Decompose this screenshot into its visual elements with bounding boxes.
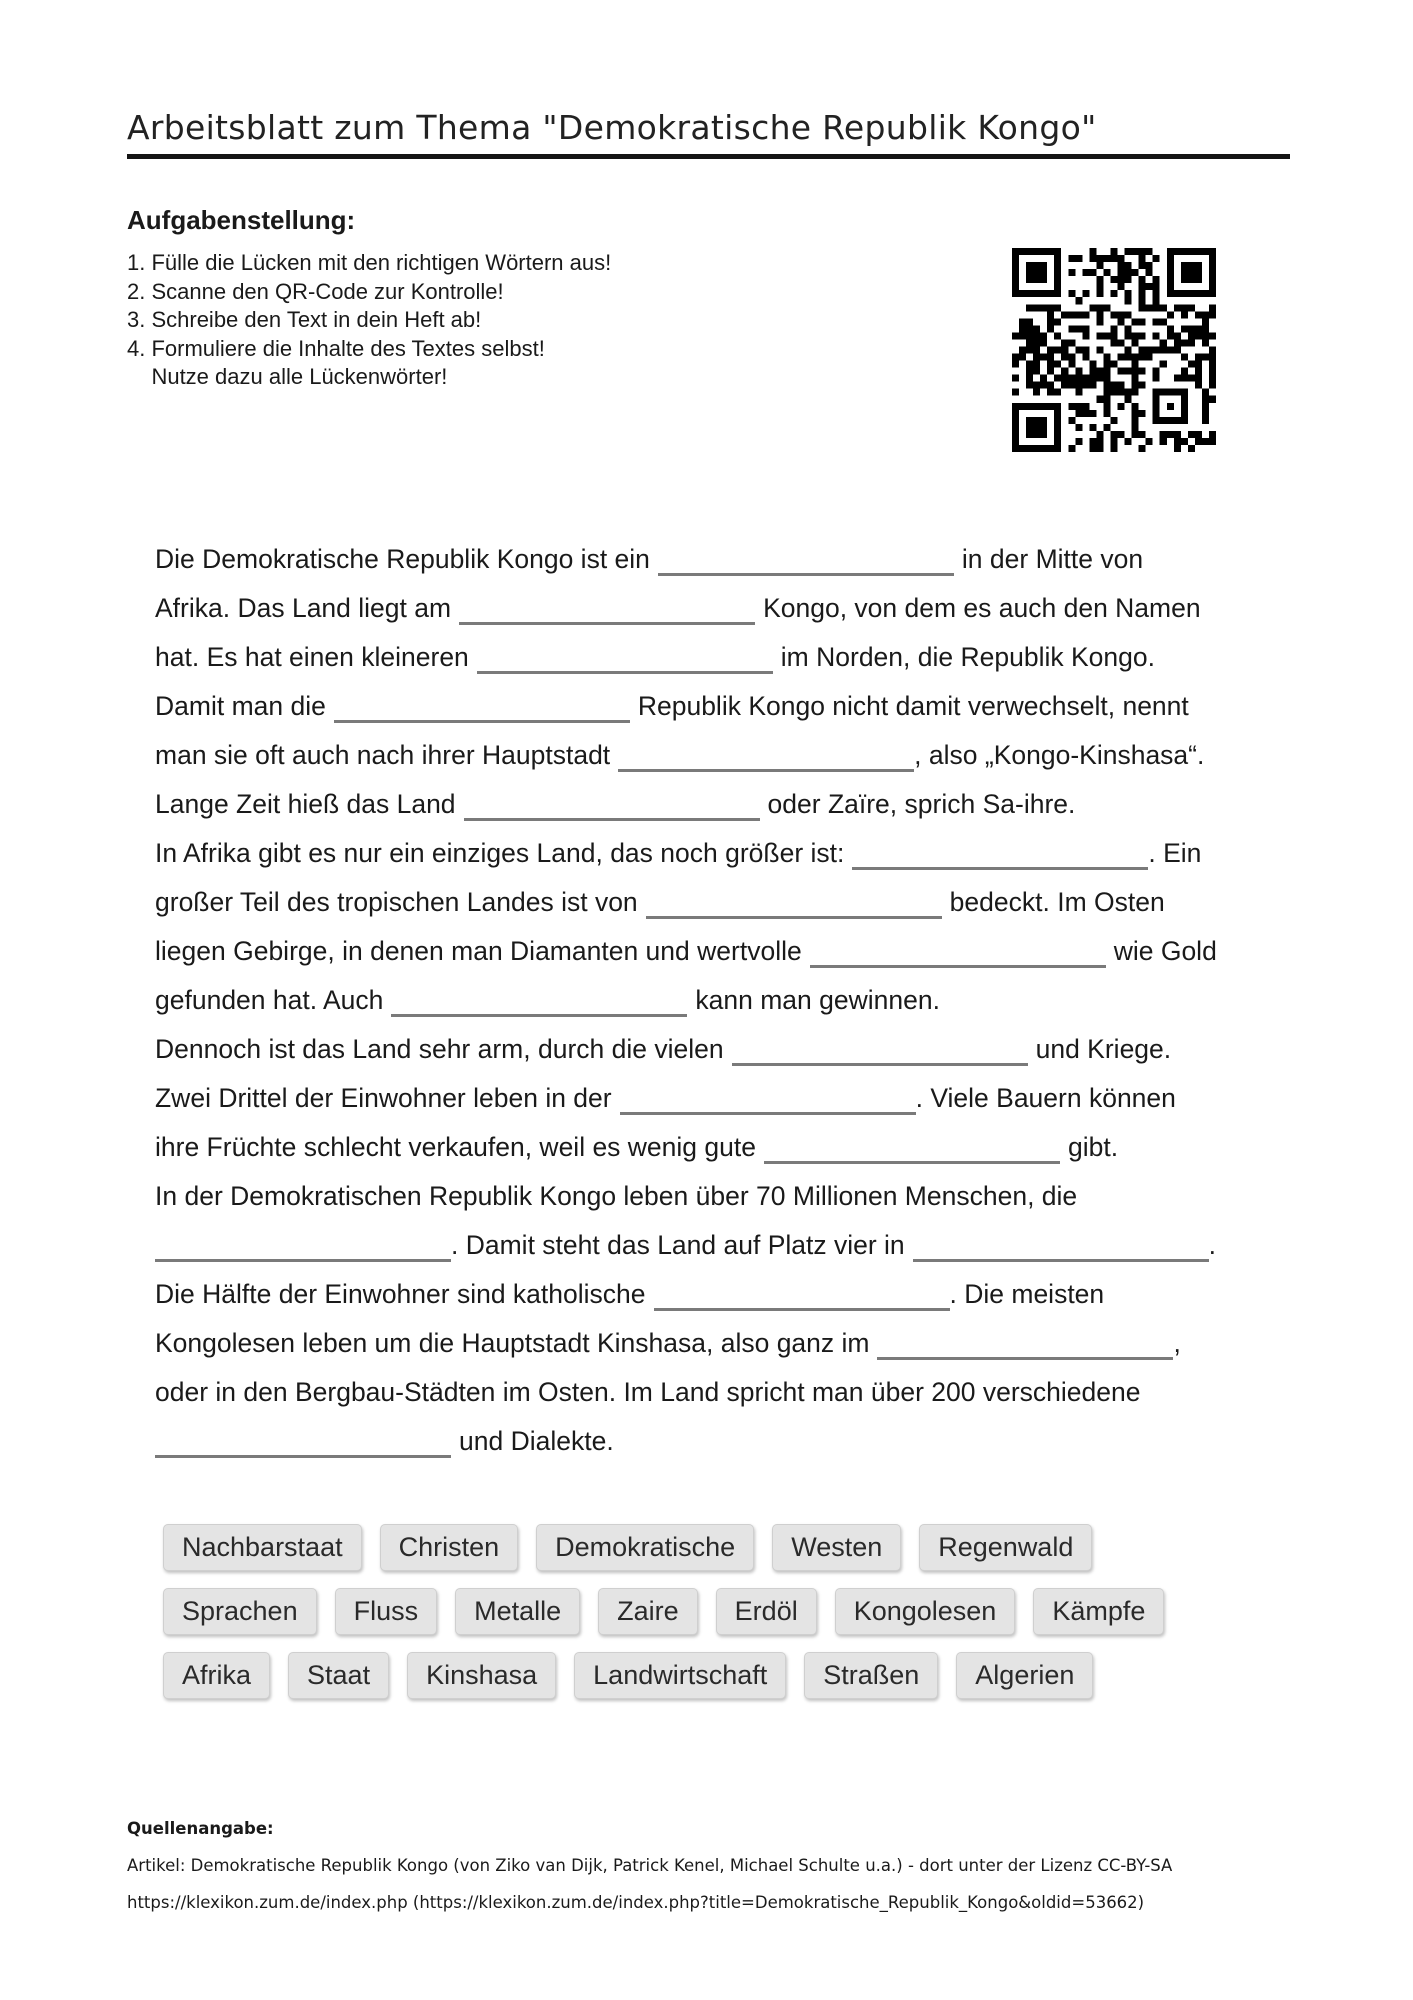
cloze-line: und Dialekte. [155, 1417, 1285, 1466]
word-chip[interactable]: Sprachen [163, 1588, 317, 1635]
answer-blank[interactable] [877, 1327, 1173, 1360]
word-chip[interactable]: Kongolesen [835, 1588, 1016, 1635]
word-chip[interactable]: Regenwald [919, 1524, 1092, 1571]
word-chip[interactable]: Metalle [455, 1588, 580, 1635]
word-bank-row [163, 1588, 1203, 1635]
answer-blank[interactable] [654, 1278, 950, 1311]
word-chip[interactable]: Landwirtschaft [574, 1652, 786, 1699]
title-underline [127, 154, 1290, 159]
answer-blank[interactable] [477, 641, 773, 674]
task-item: 2. Scanne den QR-Code zur Kontrolle! [127, 278, 504, 304]
word-chip[interactable]: Straßen [804, 1652, 938, 1699]
word-chip[interactable]: Zaire [598, 1588, 698, 1635]
answer-blank[interactable] [155, 1425, 451, 1458]
task-item: 4. Formuliere die Inhalte des Textes selbst! [127, 335, 545, 361]
word-bank [163, 1524, 1203, 1716]
word-bank-row [163, 1524, 1203, 1571]
word-chip[interactable]: Westen [772, 1524, 901, 1571]
word-chip[interactable]: Christen [380, 1524, 519, 1571]
cloze-line: Die Demokratische Republik Kongo ist ein in der Mitte von [155, 544, 1144, 574]
answer-blank[interactable] [658, 543, 954, 576]
word-chip[interactable]: Fluss [335, 1588, 438, 1635]
word-chip[interactable]: Algerien [956, 1652, 1093, 1699]
cloze-line: Kongolesen leben um die Hauptstadt Kinshasa, also ganz im , [155, 1328, 1181, 1358]
source-url[interactable]: https://klexikon.zum.de/index.php (https://klexikon.zum.de/index.php?title=Demokratische_Republik_Kongo&oldid=53662) [127, 1893, 1145, 1912]
cloze-line: man sie oft auch nach ihrer Hauptstadt , also „Kongo-Kinshasa“. [155, 740, 1205, 770]
cloze-line: Lange Zeit hieß das Land oder Zaïre, sprich Sa-ihre. [155, 789, 1076, 819]
source-article: Artikel: Demokratische Republik Kongo (von Ziko van Dijk, Patrick Kenel, Michael Schulte u.a.) - dort unter der Lizenz CC-BY-SA [127, 1856, 1173, 1875]
cloze-line: Die Hälfte der Einwohner sind katholische . Die meisten [155, 1279, 1105, 1309]
cloze-line: liegen Gebirge, in denen man Diamanten und wertvolle wie Gold [155, 936, 1217, 966]
word-chip[interactable]: Erdöl [716, 1588, 817, 1635]
answer-blank[interactable] [646, 886, 942, 919]
qr-code [1012, 248, 1216, 452]
answer-blank[interactable] [155, 1229, 451, 1262]
cloze-line: ihre Früchte schlecht verkaufen, weil es wenig gute gibt. [155, 1132, 1119, 1162]
word-chip[interactable]: Kämpfe [1033, 1588, 1164, 1635]
cloze-text [155, 535, 1285, 1466]
answer-blank[interactable] [620, 1082, 916, 1115]
answer-blank[interactable] [852, 837, 1148, 870]
cloze-line: Afrika. Das Land liegt am Kongo, von dem es auch den Namen [155, 593, 1201, 623]
word-chip[interactable]: Kinshasa [407, 1652, 556, 1699]
answer-blank[interactable] [334, 690, 630, 723]
cloze-line: Dennoch ist das Land sehr arm, durch die vielen und Kriege. [155, 1034, 1172, 1064]
cloze-line: oder in den Bergbau-Städten im Osten. Im Land spricht man über 200 verschiedene [155, 1377, 1141, 1407]
task-item: 1. Fülle die Lücken mit den richtigen Wörtern aus! [127, 250, 612, 275]
answer-blank[interactable] [810, 935, 1106, 968]
word-chip[interactable]: Staat [288, 1652, 389, 1699]
answer-blank[interactable] [913, 1229, 1209, 1262]
cloze-line: In der Demokratischen Republik Kongo leben über 70 Millionen Menschen, die [155, 1181, 1078, 1211]
source-heading: Quellenangabe: [127, 1819, 274, 1838]
cloze-line: . Damit steht das Land auf Platz vier in . [155, 1221, 1285, 1270]
answer-blank[interactable] [732, 1033, 1028, 1066]
answer-blank[interactable] [391, 984, 687, 1017]
cloze-line: großer Teil des tropischen Landes ist von bedeckt. Im Osten [155, 887, 1165, 917]
worksheet-title: Arbeitsblatt zum Thema "Demokratische Republik Kongo" [127, 108, 1097, 147]
task-list [127, 249, 611, 392]
cloze-line: Damit man die Republik Kongo nicht damit verwechselt, nennt [155, 691, 1189, 721]
cloze-line: Zwei Drittel der Einwohner leben in der . Viele Bauern können [155, 1083, 1176, 1113]
word-bank-row [163, 1652, 1203, 1699]
word-chip[interactable]: Afrika [163, 1652, 270, 1699]
task-heading: Aufgabenstellung: [127, 205, 356, 235]
word-chip[interactable]: Nachbarstaat [163, 1524, 362, 1571]
answer-blank[interactable] [464, 788, 760, 821]
task-item: Nutze dazu alle Lückenwörter! [127, 364, 448, 389]
cloze-line: In Afrika gibt es nur ein einziges Land, das noch größer ist: . Ein [155, 838, 1202, 868]
cloze-line: hat. Es hat einen kleineren im Norden, die Republik Kongo. [155, 642, 1155, 672]
answer-blank[interactable] [618, 739, 914, 772]
word-chip[interactable]: Demokratische [536, 1524, 754, 1571]
cloze-line: gefunden hat. Auch kann man gewinnen. [155, 985, 940, 1015]
source-citation [127, 1810, 1172, 1921]
answer-blank[interactable] [764, 1131, 1060, 1164]
task-item: 3. Schreibe den Text in dein Heft ab! [127, 307, 482, 332]
answer-blank[interactable] [459, 592, 755, 625]
